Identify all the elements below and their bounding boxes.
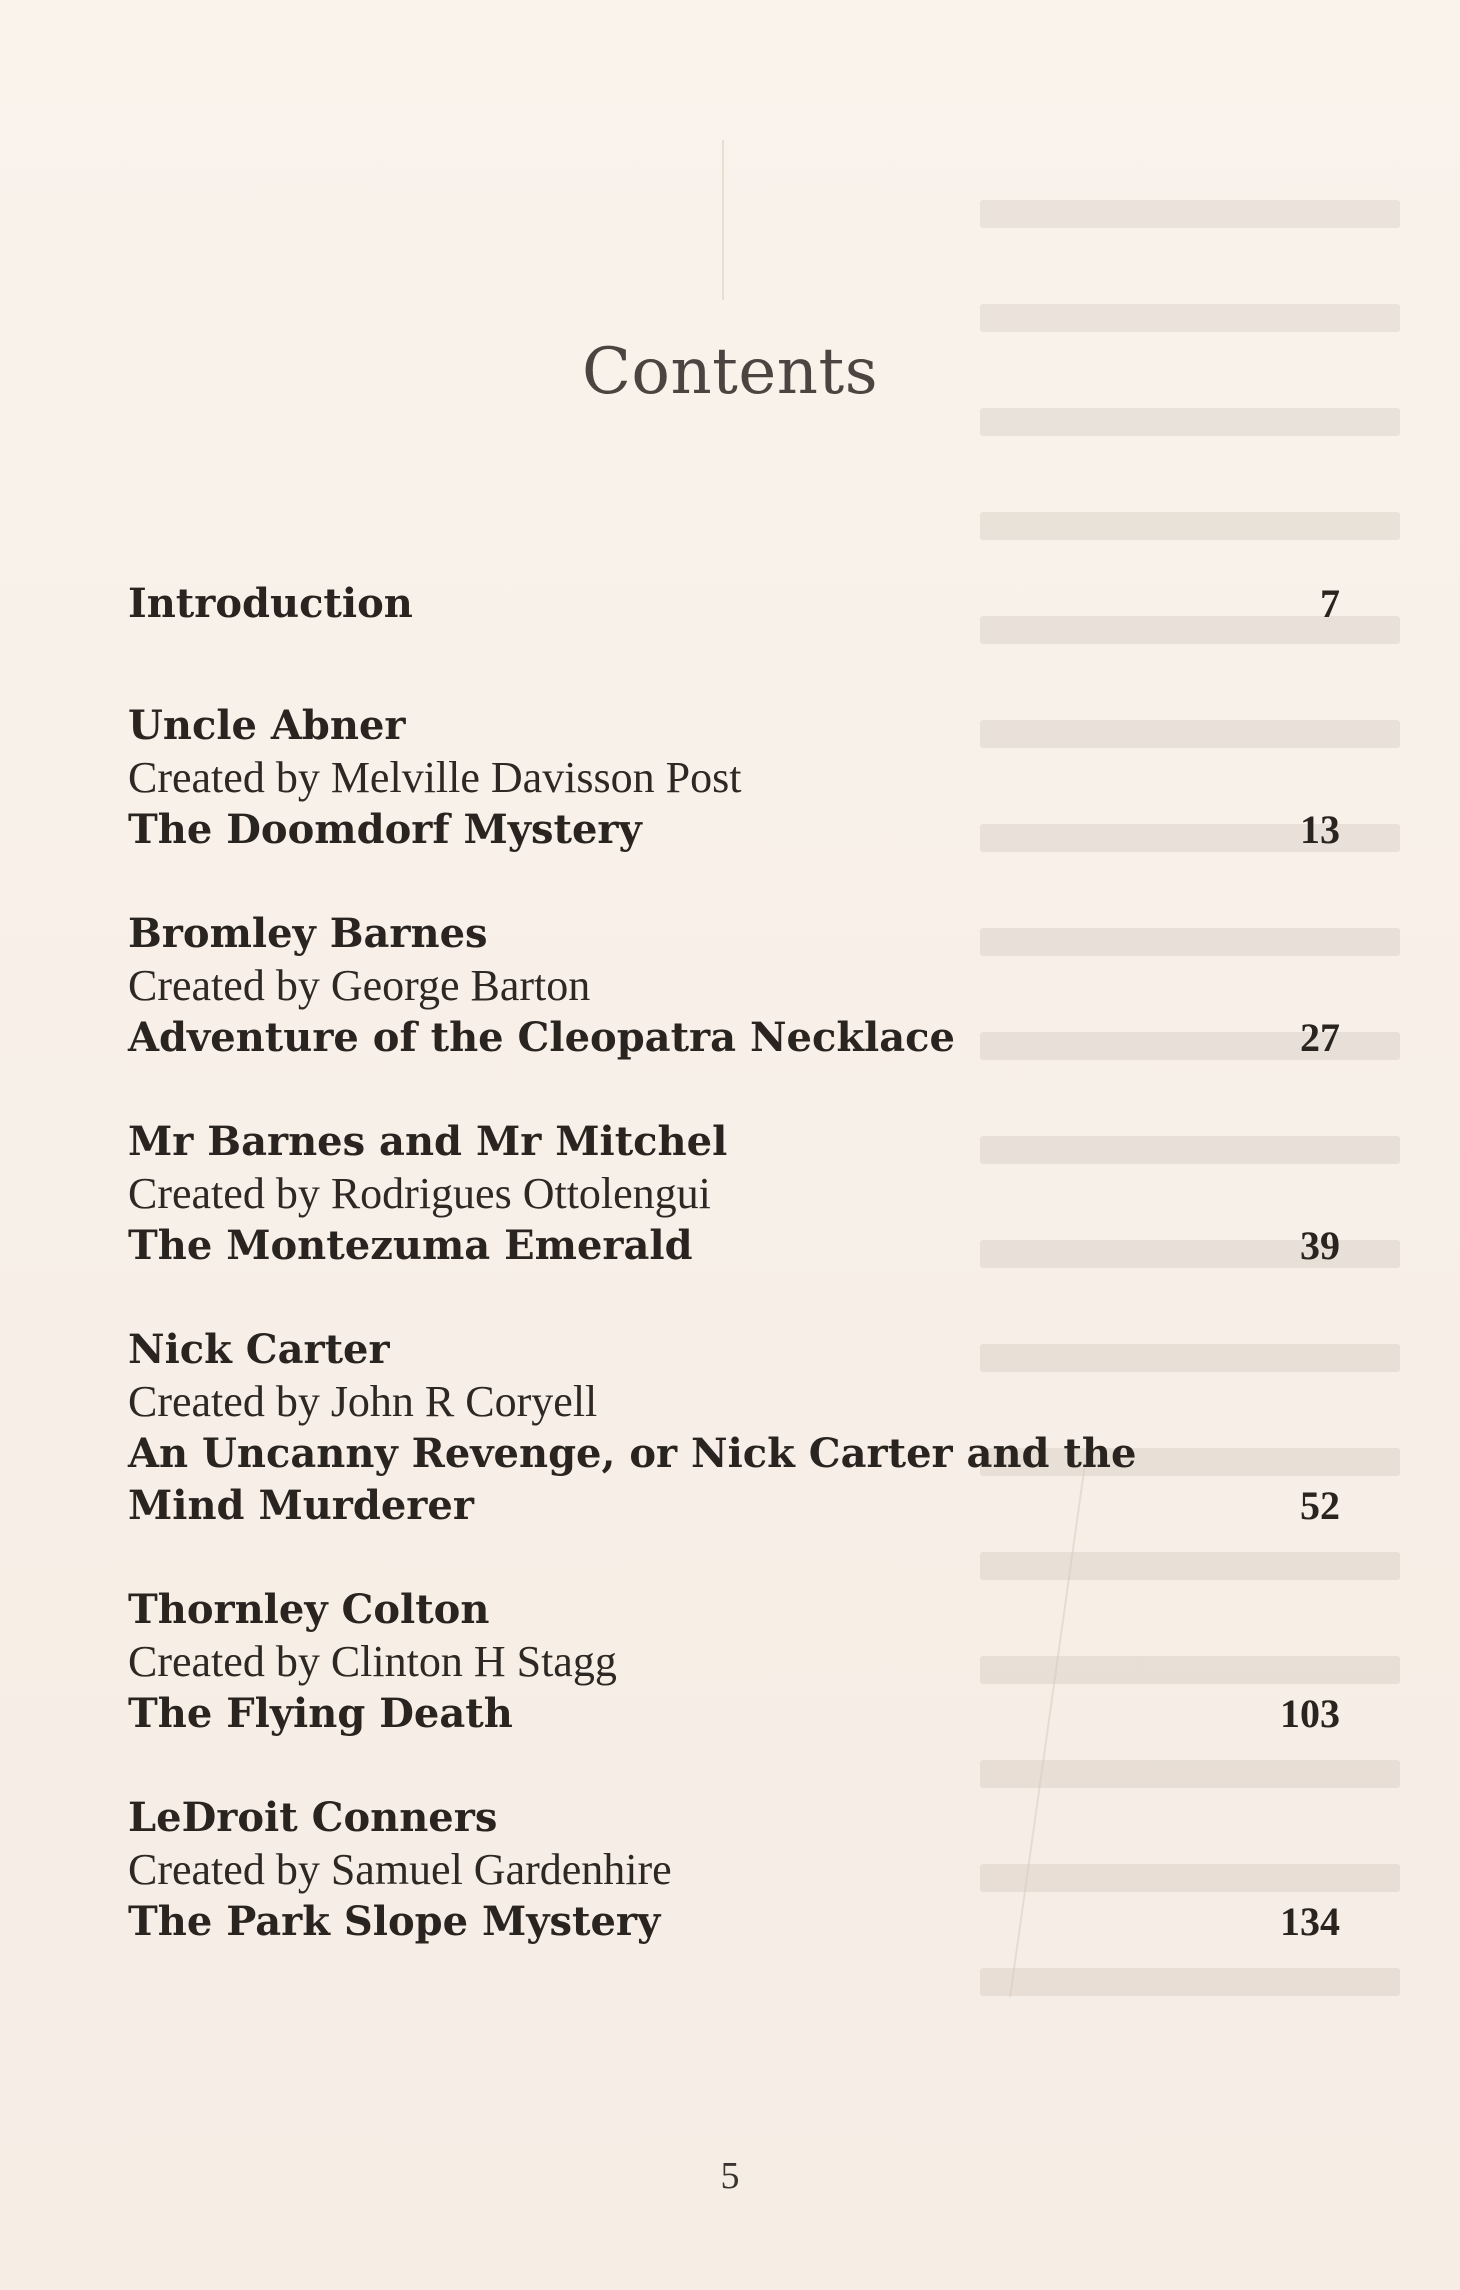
page-number: 13 — [1300, 807, 1340, 852]
creator-credit: Created by Samuel Gardenhire — [128, 1845, 672, 1894]
toc-entry[interactable] — [128, 700, 1340, 856]
series-name: Uncle Abner — [128, 702, 406, 749]
story-row — [128, 1428, 1340, 1532]
story-title: An Uncanny Revenge, or Nick Carter and the Mind Murderer — [128, 1430, 1137, 1529]
introduction-label: Introduction — [128, 580, 413, 627]
series-name: Thornley Colton — [128, 1586, 490, 1633]
story-row — [128, 1220, 1340, 1272]
page-number: 103 — [1280, 1691, 1340, 1736]
story-title: The Montezuma Emerald — [128, 1222, 693, 1269]
toc-entry-introduction[interactable] — [128, 578, 1340, 630]
toc-entry[interactable] — [128, 1792, 1340, 1948]
creator-credit: Created by John R Coryell — [128, 1377, 598, 1426]
toc-entry[interactable] — [128, 1324, 1340, 1532]
series-name: Nick Carter — [128, 1326, 390, 1373]
series-name: Bromley Barnes — [128, 910, 488, 957]
series-name: LeDroit Conners — [128, 1794, 498, 1841]
story-row — [128, 1688, 1340, 1740]
story-row — [128, 1012, 1340, 1064]
page-crease — [722, 140, 724, 300]
toc-entry[interactable] — [128, 1116, 1340, 1272]
table-of-contents — [128, 578, 1340, 2000]
story-title: The Park Slope Mystery — [128, 1898, 661, 1945]
creator-credit: Created by George Barton — [128, 961, 591, 1010]
page-number: 52 — [1300, 1483, 1340, 1528]
story-title: The Flying Death — [128, 1690, 513, 1737]
story-title: The Doomdorf Mystery — [128, 806, 642, 853]
page-number: 39 — [1300, 1223, 1340, 1268]
page-number: 134 — [1280, 1899, 1340, 1944]
series-name: Mr Barnes and Mr Mitchel — [128, 1118, 728, 1165]
page-number: 27 — [1300, 1015, 1340, 1060]
page-number: 7 — [1320, 581, 1340, 626]
page-title: Contents — [581, 334, 879, 409]
toc-entry[interactable] — [128, 1584, 1340, 1740]
story-row — [128, 804, 1340, 856]
story-title: Adventure of the Cleopatra Necklace — [128, 1014, 955, 1061]
folio-page-number: 5 — [720, 2155, 740, 2197]
story-row — [128, 1896, 1340, 1948]
creator-credit: Created by Clinton H Stagg — [128, 1637, 617, 1686]
creator-credit: Created by Rodrigues Ottolengui — [128, 1169, 711, 1218]
toc-entry[interactable] — [128, 908, 1340, 1064]
creator-credit: Created by Melville Davisson Post — [128, 753, 742, 802]
